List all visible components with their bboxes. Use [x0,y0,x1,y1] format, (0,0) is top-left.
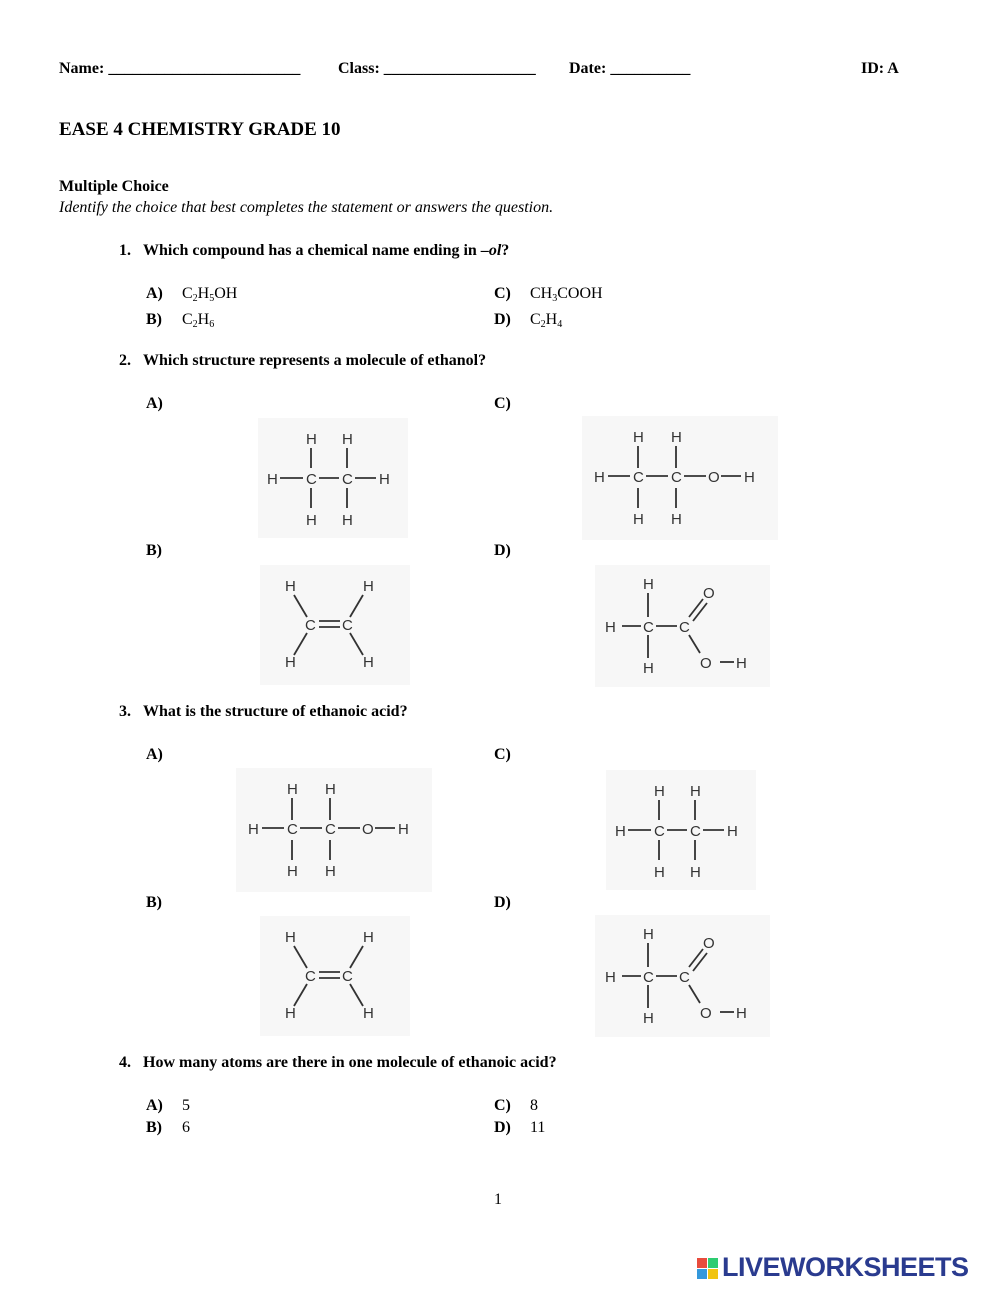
q1-option-a[interactable] [146,285,237,304]
q3-option-d[interactable] [494,894,530,912]
question-number: 1. [119,242,131,259]
option-label: B) [146,311,162,328]
q2-option-b[interactable] [146,542,182,560]
svg-text:H: H [643,576,654,593]
question-4 [119,1054,557,1072]
logo-square [697,1269,707,1279]
svg-text:H: H [285,654,296,671]
svg-text:H: H [285,1005,296,1022]
svg-text:H: H [287,863,298,880]
svg-text:H: H [325,863,336,880]
question-text: Which compound has a chemical name ending in [143,242,481,259]
question-1 [119,242,509,260]
option-label: A) [146,395,163,412]
svg-text:H: H [736,1005,747,1022]
svg-text:C: C [305,617,316,634]
svg-text:H: H [671,429,682,446]
svg-text:H: H [643,660,654,677]
svg-text:H: H [267,471,278,488]
id-label: ID: A [861,60,899,77]
svg-text:C: C [342,617,353,634]
svg-text:H: H [363,654,374,671]
option-label: A) [146,285,163,302]
option-label: B) [146,894,162,911]
svg-text:O: O [703,585,715,602]
svg-text:C: C [643,619,654,636]
q1-option-b[interactable] [146,311,214,330]
option-label: C) [494,285,511,302]
question-text-emphasis: –ol [480,242,502,259]
section-heading: Multiple Choice [59,178,169,195]
svg-text:H: H [379,471,390,488]
svg-text:H: H [654,864,665,881]
svg-text:H: H [306,512,317,529]
option-label: A) [146,1097,163,1114]
ethene-diagram [260,565,410,685]
page-number: 1 [494,1191,502,1208]
question-2 [119,352,486,370]
svg-text:C: C [305,968,316,985]
ethane-diagram [606,770,756,890]
option-label: C) [494,395,511,412]
liveworksheets-logo[interactable] [697,1252,969,1283]
q2-option-c[interactable] [494,395,530,413]
svg-text:H: H [325,781,336,798]
ethene-structure [260,916,410,1036]
svg-text:H: H [736,655,747,672]
question-number: 3. [119,703,131,720]
q4-option-b[interactable] [146,1119,190,1137]
ethanoic-acid-structure [595,915,770,1037]
svg-text:C: C [325,821,336,838]
svg-text:C: C [287,821,298,838]
q4-option-a[interactable] [146,1097,190,1115]
option-label: A) [146,746,163,763]
option-label: C) [494,1097,511,1114]
svg-text:H: H [363,1005,374,1022]
q3-option-b[interactable] [146,894,182,912]
q3-option-c[interactable] [494,746,530,764]
svg-text:H: H [643,1010,654,1027]
ethanol-structure [236,768,432,892]
svg-text:H: H [633,511,644,528]
name-field[interactable]: Name: ________________________ [59,60,301,77]
svg-text:H: H [690,864,701,881]
ethanoic-acid-diagram [595,915,770,1037]
svg-text:H: H [342,512,353,529]
svg-text:H: H [605,969,616,986]
ethene-structure [260,565,410,685]
option-label: D) [494,1119,511,1136]
ethanoic-acid-diagram [595,565,770,687]
question-text-end: ? [501,242,510,259]
formula: $C_2H_4$ [530,311,563,330]
ethanol-diagram [582,416,778,540]
svg-text:H: H [615,823,626,840]
svg-text:H: H [654,783,665,800]
class-field[interactable]: Class: ___________________ [338,60,536,77]
svg-text:H: H [594,469,605,486]
svg-text:H: H [633,429,644,446]
option-value: 5 [182,1097,190,1114]
q2-option-a[interactable] [146,395,182,413]
ethane-structure [606,770,756,890]
svg-text:H: H [363,578,374,595]
ethanol-structure [582,416,778,540]
svg-text:C: C [342,471,353,488]
svg-text:H: H [306,431,317,448]
option-value: 8 [530,1097,538,1114]
formula: $C_2H_5OH$ [182,285,238,304]
option-label: D) [494,894,511,911]
svg-text:H: H [643,926,654,943]
ethanoic-acid-structure [595,565,770,687]
q2-option-d[interactable] [494,542,530,560]
svg-text:H: H [287,781,298,798]
q4-option-d[interactable] [494,1119,545,1137]
ethane-structure [258,418,408,538]
svg-text:H: H [727,823,738,840]
option-label: B) [146,1119,162,1136]
q1-option-c[interactable] [494,285,603,304]
option-label: C) [494,746,511,763]
svg-text:H: H [398,821,409,838]
formula: $C_2H_6$ [182,311,215,330]
svg-text:C: C [342,968,353,985]
svg-text:O: O [700,655,712,672]
question-number: 4. [119,1054,131,1071]
logo-square [708,1258,718,1268]
question-3 [119,703,408,721]
svg-text:C: C [671,469,682,486]
svg-text:H: H [285,929,296,946]
question-text: What is the structure of ethanoic acid? [143,703,408,720]
option-label: B) [146,542,162,559]
formula: $CH_3COOH$ [530,285,603,304]
question-number: 2. [119,352,131,369]
svg-text:H: H [363,929,374,946]
q3-option-a[interactable] [146,746,182,764]
svg-text:C: C [679,619,690,636]
option-label: D) [494,311,511,328]
svg-text:H: H [744,469,755,486]
ethanol-diagram [236,768,432,892]
svg-text:C: C [643,969,654,986]
ethane-diagram [258,418,408,538]
option-value: 6 [182,1119,190,1136]
ethene-diagram [260,916,410,1036]
svg-text:H: H [248,821,259,838]
svg-text:C: C [306,471,317,488]
q1-option-d[interactable] [494,311,562,330]
svg-text:H: H [605,619,616,636]
option-label: D) [494,542,511,559]
logo-square [697,1258,707,1268]
svg-text:O: O [703,935,715,952]
svg-text:H: H [342,431,353,448]
svg-text:C: C [633,469,644,486]
question-text: How many atoms are there in one molecule of ethanoic acid? [143,1054,557,1071]
svg-text:H: H [285,578,296,595]
svg-text:H: H [671,511,682,528]
svg-text:C: C [679,969,690,986]
svg-text:O: O [700,1005,712,1022]
option-value: 11 [530,1119,546,1136]
logo-squares-icon [697,1258,718,1279]
question-text: Which structure represents a molecule of ethanol? [143,352,487,369]
page-title: EASE 4 CHEMISTRY GRADE 10 [59,119,341,140]
logo-text: LIVEWORKSHEETS [722,1252,969,1282]
logo-square [708,1269,718,1279]
section-instructions: Identify the choice that best completes the statement or answers the question. [59,199,554,216]
svg-text:C: C [654,823,665,840]
q4-option-c[interactable] [494,1097,538,1115]
svg-text:C: C [690,823,701,840]
svg-text:O: O [708,469,720,486]
svg-text:O: O [362,821,374,838]
svg-text:H: H [690,783,701,800]
date-field[interactable]: Date: __________ [569,60,691,77]
